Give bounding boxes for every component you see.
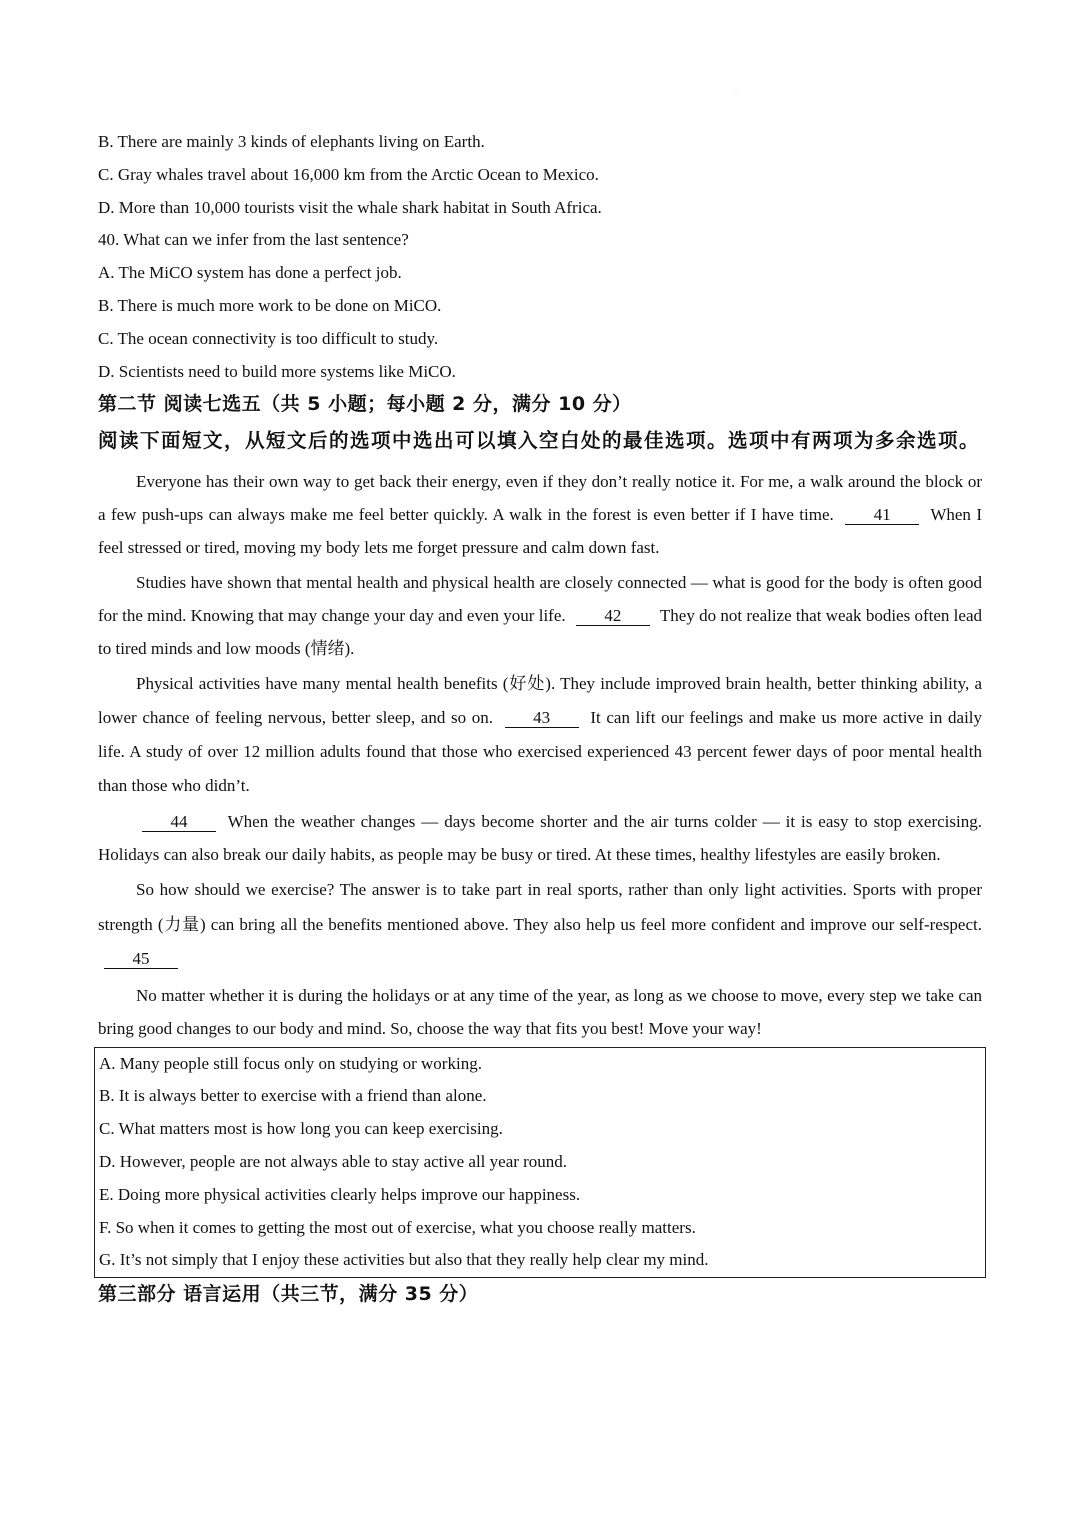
passage-paragraph-2 <box>98 566 982 665</box>
option-c: C. What matters most is how long you can keep exercising. <box>99 1119 503 1139</box>
q40-question: 40. What can we infer from the last sentence? <box>98 230 409 250</box>
q40-option-a: A. The MiCO system has done a perfect job. <box>98 263 402 283</box>
passage-paragraph-1 <box>98 465 982 564</box>
options-box <box>94 1047 986 1279</box>
p2-text-b: They do not realize that weak bodies often lead to tired minds and low moods (情绪). <box>98 606 982 659</box>
q40-option-c: C. The ocean connectivity is too difficult to study. <box>98 328 439 348</box>
q39-option-c: C. Gray whales travel about 16,000 km from the Arctic Ocean to Mexico. <box>98 164 599 184</box>
option-e: E. Doing more physical activities clearly helps improve our happiness. <box>99 1184 581 1204</box>
passage-paragraph-4 <box>98 805 982 871</box>
p4-text-b: When the weather changes — days become shorter and the air turns colder — it is easy to stop exercising. Holidays can also break our daily habits, as people may be busy or tired. At these times, healthy lifestyles are easily broken. <box>98 812 982 865</box>
blank-42: 42 <box>576 607 650 626</box>
q40-option-d: D. Scientists need to build more systems like MiCO. <box>98 361 456 381</box>
passage-paragraph-5 <box>98 873 982 977</box>
p2-text-a: Studies have shown that mental health and physical health are closely connected — what is good for the body is often good for the mind. Knowing that may change your day and even your life. <box>98 573 982 626</box>
option-f: F. So when it comes to getting the most out of exercise, what you choose really matters. <box>99 1217 696 1237</box>
option-b: B. It is always better to exercise with a friend than alone. <box>99 1086 487 1106</box>
blank-43: 43 <box>505 709 579 728</box>
option-d: D. However, people are not always able to stay active all year round. <box>99 1152 568 1172</box>
p3-text-a: Physical activities have many mental health benefits (好处). They include improved brain health, better thinking ability, a lower chance of feeling nervous, better sleep, and so on. <box>98 674 982 728</box>
section2-instructions: 阅读下面短文，从短文后的选项中选出可以填入空白处的最佳选项。选项中有两项为多余选项。 <box>98 429 981 453</box>
p1-text-b: When I feel stressed or tired, moving my body lets me forget pressure and calm down fast. <box>98 505 982 558</box>
q39-option-d: D. More than 10,000 tourists visit the whale shark habitat in South Africa. <box>98 197 602 217</box>
passage-paragraph-3 <box>98 667 982 803</box>
part3-heading: 第三部分 语言运用（共三节，满分 35 分） <box>98 1283 479 1306</box>
blank-41: 41 <box>845 506 919 525</box>
q40-option-b: B. There is much more work to be done on MiCO. <box>98 295 442 315</box>
stray-mark: · <box>735 88 737 94</box>
passage-paragraph-6 <box>98 979 982 1045</box>
exam-page <box>98 126 982 1311</box>
q39-option-b: B. There are mainly 3 kinds of elephants living on Earth. <box>98 132 485 151</box>
option-a: A. Many people still focus only on studying or working. <box>99 1053 482 1073</box>
section2-heading: 第二节 阅读七选五（共 5 小题；每小题 2 分，满分 10 分） <box>98 393 632 416</box>
p6-text: No matter whether it is during the holidays or at any time of the year, as long as we choose to move, every step we take can bring good changes to our body and mind. So, choose the way that fits you best! Move your way! <box>98 985 982 1038</box>
p1-text-a: Everyone has their own way to get back their energy, even if they don’t really notice it. For me, a walk around the block or a few push-ups can always make me feel better quickly. A walk in the forest is even better if I have time. <box>98 472 982 525</box>
blank-45: 45 <box>104 950 178 969</box>
option-g: G. It’s not simply that I enjoy these activities but also that they really help clear my mind. <box>99 1250 709 1270</box>
p5-text-a: So how should we exercise? The answer is to take part in real sports, rather than only light activities. Sports with proper strength (力量) can bring all the benefits mentioned above. They also help us feel more confident and improve our self-respect. <box>98 880 982 934</box>
p3-text-b: It can lift our feelings and make us more active in daily life. A study of over 12 million adults found that those who exercised experienced 43 percent fewer days of poor mental health than those who didn’t. <box>98 708 983 796</box>
blank-44: 44 <box>142 813 216 832</box>
